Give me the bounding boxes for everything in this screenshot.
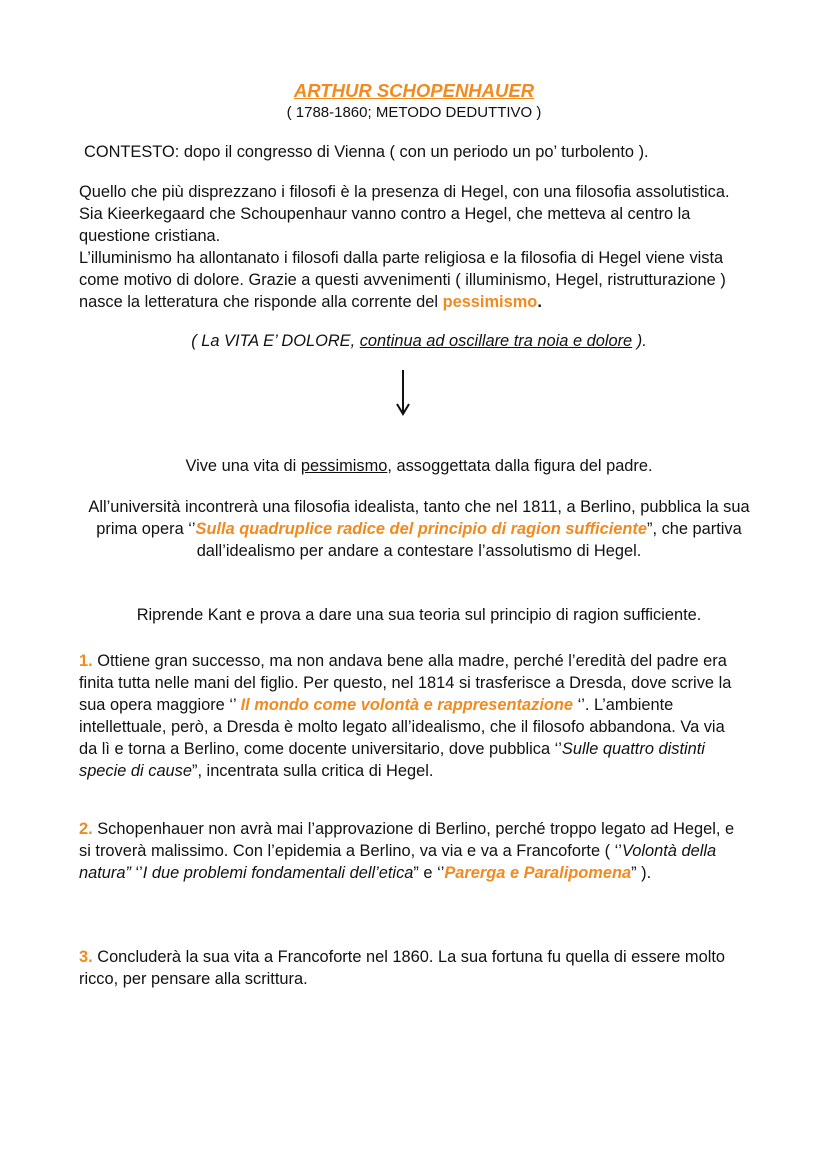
point-2-text-a: Schopenhauer non avrà mai l’approvazione di Berlino, perché troppo legato ad Hegel, e si troverà malissimo. Con l’epidemia a Berlino, va via e va a Francoforte ( ‘’ <box>79 820 735 860</box>
intro-paragraph <box>79 181 739 313</box>
point-1-text-c: ”, incentrata sulla critica di Hegel. <box>191 762 434 780</box>
main-work-title: Il mondo come volontà e rappresentazione <box>240 696 574 714</box>
quote-line <box>79 330 759 352</box>
point-1-text-b: ‘’. L’ambiente intellettuale, però, a Dresda è molto legato all’idealismo, che il filosofo abbandona. Va via da lì e torna a Berlino, come docente universitario, dove pubblica ‘’ <box>79 696 725 758</box>
point-3-text: Concluderà la sua vita a Francoforte nel 1860. La sua fortuna fu quella di essere molto ricco, per pensare alla scrittura. <box>79 948 725 988</box>
universita-before: All’università incontrerà una filosofia idealista, tanto che nel 1811, a Berlino, pubblica la sua prima opera ‘’ <box>88 498 750 538</box>
intro-text-2 <box>79 247 739 313</box>
intro-text-1: Quello che più disprezzano i filosofi è la presenza di Hegel, con una filosofia assolutistica. Sia Kieerkegaard che Schoupenhaur vanno contro a Hegel, che metteva al centro la questione cristiana. <box>79 183 730 245</box>
point-2 <box>79 818 747 884</box>
point-3 <box>79 946 747 990</box>
vita-underlined: pessimismo <box>300 457 388 475</box>
point-2-mid: ‘’ <box>130 864 143 882</box>
point-2-e: ” e ‘’ <box>413 864 445 882</box>
kant-line: Riprende Kant e prova a dare una sua teoria sul principio di ragion sufficiente. <box>136 606 702 624</box>
quote-close: ). <box>632 332 647 350</box>
point-1 <box>79 650 747 782</box>
cause-work-title: Sulle quattro distinti specie di cause <box>79 740 705 780</box>
quote-open: ( La VITA E’ DOLORE, <box>191 332 360 350</box>
vita-after: , assoggettata dalla figura del padre. <box>387 457 653 475</box>
first-work-title: Sulla quadruplice radice del principio di ragion sufficiente <box>195 520 647 538</box>
page-title: ARTHUR SCHOPENHAUER <box>293 80 535 101</box>
intro-period: . <box>537 293 542 311</box>
vita-before: Vive una vita di <box>185 457 301 475</box>
down-arrow-icon <box>395 370 411 416</box>
point-1-text-a: Ottiene gran successo, ma non andava bene alla madre, perché l’eredità del padre era finita tutta nelle mani del figlio. Per questo, nel 1814 si trasferisce a Dresda, dove scrive la sua opera maggiore ‘’ <box>79 652 732 714</box>
parerga-work-title: Parerga e Paralipomena <box>444 864 632 882</box>
pessimismo-highlight: pessimismo <box>442 293 538 311</box>
point-1-number: 1. <box>79 652 93 670</box>
point-2-number: 2. <box>79 820 93 838</box>
point-3-number: 3. <box>79 948 93 966</box>
vita-line <box>79 455 759 477</box>
intro-text-2-body: L’illuminismo ha allontanato i filosofi dalla parte religiosa e la filosofia di Hegel viene vista come motivo di dolore. Grazie a questi avvenimenti ( illuminismo, Hegel, ristrutturazione ) nasce la letteratura che risponde alla corrente del <box>79 249 726 311</box>
context-line: CONTESTO: dopo il congresso di Vienna ( con un periodo un po’ turbolento ). <box>84 143 649 161</box>
volonta-work-title: Volontà della natura” <box>79 842 717 882</box>
quote-underlined: continua ad oscillare tra noia e dolore <box>359 332 633 350</box>
universita-paragraph <box>84 496 754 562</box>
universita-after: ”, che partiva dall’idealismo per andare a contestare l’assolutismo di Hegel. <box>196 520 742 560</box>
point-2-end: ” ). <box>631 864 652 882</box>
etica-work-title: I due problemi fondamentali dell’etica <box>142 864 414 882</box>
page-subtitle: ( 1788-1860; METODO DEDUTTIVO ) <box>286 104 542 121</box>
